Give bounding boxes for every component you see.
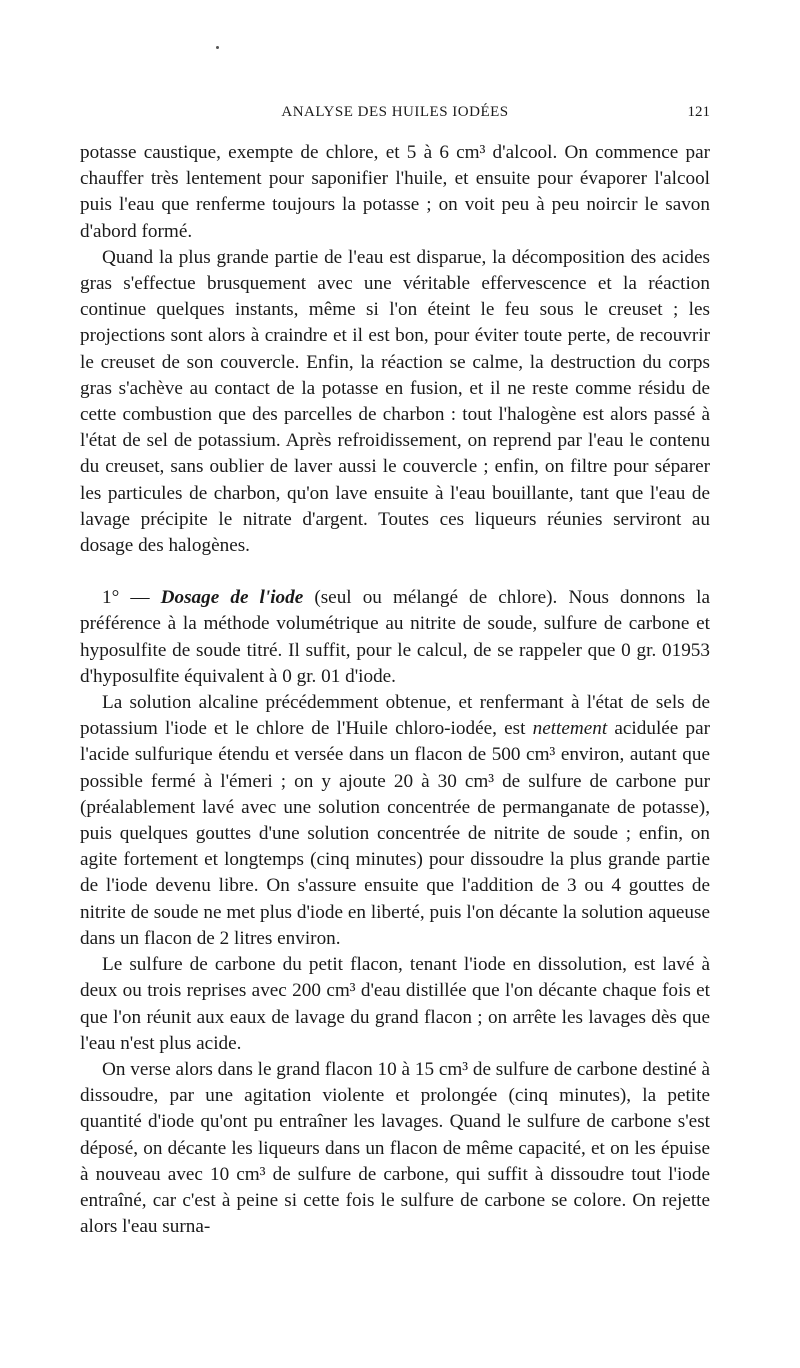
print-speck bbox=[216, 46, 219, 49]
paragraph-6: On verse alors dans le grand flacon 10 à 15 cm³ de sulfure de carbone destiné à dissoudre, par une agitation violente et prolongée (cinq minutes), la petite quantité d'iode qu'ont pu entraîner les lavages. Quand le sulfure de carbone s'est déposé, on décante les liqueurs dans un flacon de même capacité, et on les épuise à nouveau avec 10 cm³ de sulfure de carbone, qui suffit à dissoudre tout l'iode entraîné, car c'est à peine si cette fois le sulfure de carbone se colore. On rejette alors l'eau surna- bbox=[80, 1058, 710, 1238]
section-number: 1° — bbox=[102, 587, 150, 609]
paragraph-1: potasse caustique, exempte de chlore, et 5 à 6 cm³ d'alcool. On commence par chauffer très lentement pour saponifier l'huile, et ensuite pour évaporer l'alcool puis l'eau que renferme toujours la potasse ; on voit peu à peu noircir le savon d'abord formé. bbox=[80, 142, 710, 242]
paragraph-4-start: La solution alcaline précédemment obtenue, et renfermant à l'état de sels de potassium l'iode et le chlore de l'Huile chloro-iodée, est bbox=[80, 692, 710, 740]
running-title: ANALYSE DES HUILES IODÉES bbox=[281, 104, 509, 120]
page-header bbox=[80, 102, 710, 124]
section-text: (seul ou mélangé de chlore). Nous donnons la préférence à la méthode volumétrique au nitrite de soude, sulfure de carbone et hyposulfite de soude titré. Il suffit, pour le calcul, de se rappeler que 0 gr. 01953 d'hyposulfite équivalent à 0 gr. 01 d'iode. bbox=[80, 587, 710, 687]
page-number: 121 bbox=[687, 104, 710, 120]
paragraph-4 bbox=[80, 690, 710, 952]
paragraph-5: Le sulfure de carbone du petit flacon, tenant l'iode en dissolution, est lavé à deux ou trois reprises avec 200 cm³ d'eau distillée que l'on décante chaque fois et que l'on réunit aux eaux de lavage du grand flacon ; on arrête les lavages dès que l'eau n'est plus acide. bbox=[80, 954, 710, 1054]
paragraph-4-end: acidulée par l'acide sulfurique étendu et versée dans un flacon de 500 cm³ environ, autant que possible fermé à l'émeri ; on y ajoute 20 à 30 cm³ de sulfure de carbone pur (préalablement lavé avec une solution concentrée de permanganate de potasse), puis quelques gouttes d'une solution concentrée de nitrite de soude ; enfin, on agite fortement et longtemps (cinq minutes) pour dissoudre la plus grande partie de l'iode devenu libre. On s'assure ensuite que l'addition de 3 ou 4 gouttes de nitrite de soude ne met plus d'iode en liberté, puis l'on décante la solution aqueuse dans un flacon de 2 litres environ. bbox=[80, 718, 711, 949]
body-text bbox=[80, 140, 710, 1240]
paragraph-3-iodine-dosage bbox=[80, 585, 710, 690]
paragraph-2: Quand la plus grande partie de l'eau est disparue, la décomposition des acides gras s'effectue brusquement avec une véritable effervescence et la réaction continue quelques instants, même si l'on éteint le feu sous le creuset ; les projections sont alors à craindre et il est bon, pour éviter toute perte, de recouvrir le creuset de son couvercle. Enfin, la réaction se calme, la destruction du corps gras s'achève au contact de la potasse en fusion, et il ne reste comme résidu de cette combustion que des parcelles de charbon : tout l'halogène est alors passé à l'état de sel de potassium. Après refroidissement, on reprend par l'eau le contenu du creuset, sans oublier de laver aussi le couvercle ; enfin, on filtre pour séparer les particules de charbon, qu'on lave ensuite à l'eau bouillante, tant que l'eau de lavage précipite le nitrate d'argent. Toutes ces liqueurs réunies serviront au dosage des halogènes. bbox=[80, 246, 710, 557]
paragraph-4-emphasis: nettement bbox=[532, 718, 608, 740]
section-title: Dosage de l'iode bbox=[160, 587, 304, 609]
